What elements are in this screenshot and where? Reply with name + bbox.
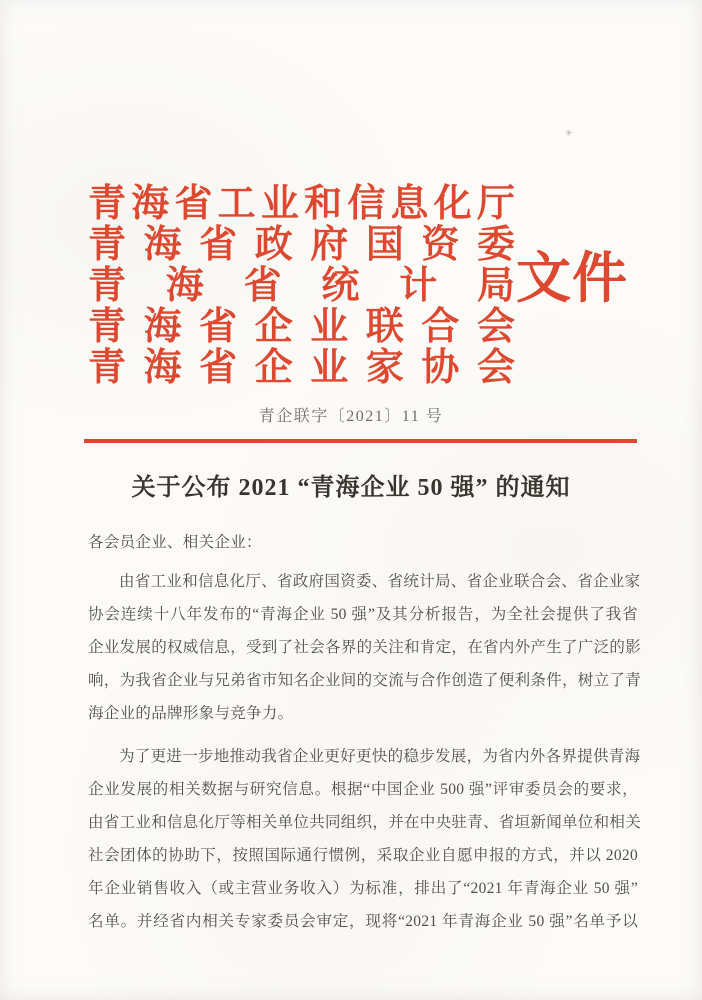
body-line: 为了更进一步地推动我省企业更好更快的稳步发展，为省内外各界提供青海 xyxy=(119,748,641,765)
scan-speck-icon: ✳ xyxy=(565,129,573,139)
body-line: 社会团体的协助下，按照国际通行惯例，采取企业自愿申报的方式，并以 2020 xyxy=(88,847,638,864)
body-paragraphs xyxy=(88,565,642,938)
red-divider-rule xyxy=(84,439,637,443)
letterhead-agency-list xyxy=(88,184,515,389)
paragraph xyxy=(88,565,642,730)
agency-name: 青 海 省 企 业 家 协 会 xyxy=(88,347,515,389)
doc-number: 青企联字〔2021〕11 号 xyxy=(258,408,444,425)
document-title: 关于公布 2021 “青海企业 50 强” 的通知 xyxy=(131,475,571,501)
body-line: 协会连续十八年发布的“青海企业 50 强”及其分析报告，为全社会提供了我省 xyxy=(88,606,638,623)
agency-name: 青 海 省 工 业 和 信 息 化 厅 xyxy=(88,183,515,225)
body-line: 海企业的品牌形象与竞争力。 xyxy=(88,705,294,722)
salutation: 各会员企业、相关企业： xyxy=(88,534,262,551)
body-line: 企业发展的权威信息，受到了社会各界的关注和肯定，在省内外产生了广泛的影 xyxy=(88,639,642,656)
body-line: 由省工业和信息化厅等相关单位共同组织，并在中央驻青、省垣新闻单位和相关 xyxy=(88,814,642,831)
body-line: 企业发展的相关数据与研究信息。根据“中国企业 500 强”评审委员会的要求， xyxy=(88,781,638,798)
doc-type-label: 文件 xyxy=(516,248,629,309)
body-line: 响，为我省企业与兄弟省市知名企业间的交流与合作创造了便利条件，树立了青 xyxy=(88,672,642,689)
agency-name: 青 海 省 政 府 国 资 委 xyxy=(88,224,515,266)
agency-name: 青 海 省 统 计 局 xyxy=(88,265,515,307)
body-line: 由省工业和信息化厅、省政府国资委、省统计局、省企业联合会、省企业家 xyxy=(119,573,641,590)
agency-name: 青 海 省 企 业 联 合 会 xyxy=(88,306,515,348)
document-body xyxy=(88,526,642,938)
body-line: 年企业销售收入（或主营业务收入）为标准，排出了“2021 年青海企业 50 强” xyxy=(88,880,638,897)
body-line: 名单。并经省内相关专家委员会审定，现将“2021 年青海企业 50 强”名单予以 xyxy=(88,913,638,930)
paragraph xyxy=(88,740,642,938)
